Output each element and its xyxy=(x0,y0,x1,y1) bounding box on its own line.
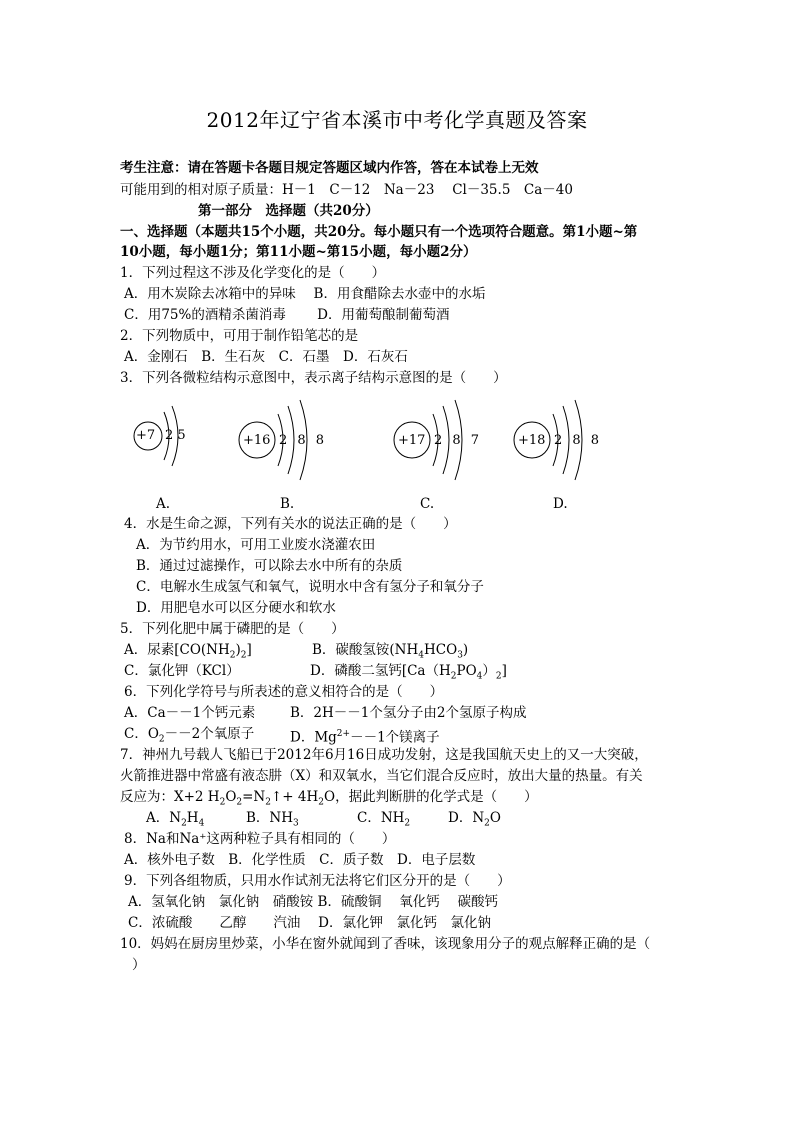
q5-option-c: C．氯化钾（KCl） xyxy=(124,663,240,679)
q6-option-b: B．2H－－1个氢分子由2个氢原子构成 xyxy=(290,705,527,721)
q7-option-a: A．$N_2H_4$ xyxy=(146,810,205,829)
atom-diagram-svg xyxy=(120,394,640,504)
q2-stem: 2．下列物质中，可用于制作铅笔芯的是 xyxy=(120,328,359,344)
q7-a-text: A．N xyxy=(146,810,182,826)
q3-option-d-letter: D. xyxy=(553,496,568,512)
q1-options-ab: A．用木炭除去冰箱中的异味 B．用食醋除去水壶中的水垢 xyxy=(124,286,486,302)
q10-line1: 10．妈妈在厨房里炒菜，小华在窗外就闻到了香味，该现象用分子的观点解释正确的是（ xyxy=(120,936,651,952)
q7-line3: 反应为：X+2 $H_2O_2=N_2↑+ 4H_2O$，据此判断肼的化学式是（ ） xyxy=(120,789,538,808)
q5-b-text: B．碳酸氢铵(NH xyxy=(312,642,419,658)
atom-c-shells: 2 8 7 xyxy=(434,433,483,448)
q3-option-a-letter: A. xyxy=(156,496,171,512)
q6-stem: 6．下列化学符号与所表述的意义相符合的是（ ） xyxy=(124,684,444,700)
q6-option-a: A．Ca－－1个钙元素 xyxy=(124,705,256,721)
q3-stem: 3．下列各微粒结构示意图中，表示离子结构示意图的是（ ） xyxy=(120,370,507,386)
q7-option-d: D．$N_2O$ xyxy=(448,810,501,829)
q5-d-paren: ） xyxy=(482,663,496,679)
q7-eq-d: ↑+ 4H xyxy=(270,789,319,805)
q5-a-text: A．尿素[CO(NH xyxy=(124,642,230,658)
q4-option-c: C．电解水生成氢气和氧气，说明水中含有氢分子和氧分子 xyxy=(136,579,484,595)
atom-b-shells: 2 8 8 xyxy=(279,433,328,448)
q7-eq-b: O xyxy=(225,789,237,805)
q5-option-d: D．磷酸二氢钙$[Ca(H_2PO_4)_2]$ xyxy=(310,663,507,682)
q7-eq-e: O，据此判断肼的化学式是（ ） xyxy=(324,789,538,805)
q5-d-bracket: ] xyxy=(501,663,507,679)
q7-option-b: B．$NH_3$ xyxy=(246,810,299,829)
atom-d-shells: 2 8 8 xyxy=(554,433,603,448)
q1-stem: 1．下列过程这不涉及化学变化的是（ ） xyxy=(120,265,386,281)
exam-notice: 考生注意：请在答题卡各题目规定答题区域内作答，答在本试卷上无效 xyxy=(120,160,539,176)
q7-line2: 火箭推进器中常盛有液态肼（X）和双氧水，当它们混合反应时，放出大量的热量。有关 xyxy=(120,768,643,784)
q4-option-b: B．通过过滤操作，可以除去水中所有的杂质 xyxy=(136,558,403,574)
q9-options-cd: C．浓硫酸 乙醇 汽油 D．氯化钾 氯化钙 氯化钠 xyxy=(128,915,491,931)
q3-option-b-letter: B. xyxy=(280,496,295,512)
q6-d-meaning: －－1个镁离子 xyxy=(350,729,440,746)
q10-line2: ） xyxy=(132,957,146,973)
q4-option-a: A．为节约用水，可用工业废水浇灌农田 xyxy=(136,537,376,553)
q7-d-o: O xyxy=(489,810,501,826)
q3-option-c-letter: C. xyxy=(420,496,435,512)
atom-a-shells: 2 5 xyxy=(165,428,186,443)
atom-b-nucleus: +16 xyxy=(243,433,271,448)
q6-c-meaning: －－2个氧原子 xyxy=(164,726,255,742)
q5-b-hco: HCO xyxy=(424,642,458,658)
atom-diagrams xyxy=(120,394,640,504)
q5-d-po: PO xyxy=(456,663,477,679)
q6-c-text: C．O xyxy=(124,726,159,742)
q8-options: A．核外电子数 B．化学性质 C．质子数 D．电子层数 xyxy=(124,852,476,868)
q5-option-b: B．碳酸氢铵$(NH_4HCO_3)$ xyxy=(312,642,469,661)
q1-options-cd: C．用75%的酒精杀菌消毒 D．用葡萄酿制葡萄酒 xyxy=(124,307,450,323)
q7-option-c: C．$NH_2$ xyxy=(357,810,411,829)
q9-stem: 9．下列各组物质，只用水作试剂无法将它们区分开的是（ ） xyxy=(124,873,511,889)
atom-a-nucleus: +7 xyxy=(136,428,156,443)
q8-stem: 8．Na和Na⁺这两种粒子具有相同的（ ） xyxy=(124,831,396,847)
atom-c-nucleus: +17 xyxy=(398,433,426,448)
q4-option-d: D．用肥皂水可以区分硬水和软水 xyxy=(136,600,336,616)
q7-eq-a: 反应为：X+2 H xyxy=(120,789,220,805)
q7-eq-c: =N xyxy=(242,789,266,805)
q7-d-text: D．N xyxy=(448,810,485,826)
q5-stem: 5．下列化肥中属于磷肥的是（ ） xyxy=(120,621,345,637)
section-heading-line2: 10小题，每小题1分；第11小题~第15小题，每小题2分） xyxy=(120,244,477,260)
q5-a-bracket: ] xyxy=(246,642,252,658)
q6-option-c: C．$O_2--2$个氧原子 xyxy=(124,726,255,745)
atomic-masses: 可能用到的相对原子质量：H－1 C－12 Na－23 Cl－35.5 Ca－40 xyxy=(120,182,573,198)
q7-c-text: C．NH xyxy=(357,810,405,826)
q5-b-paren: ) xyxy=(462,642,469,658)
q5-d-text: D．磷酸二氢钙[Ca（H xyxy=(310,663,451,679)
q9-options-ab: A．氢氧化钠 氯化钠 硝酸铵 B．硫酸铜 氧化钙 碳酸钙 xyxy=(128,894,499,910)
atom-d-nucleus: +18 xyxy=(518,433,546,448)
q5-option-a: A．尿素$[CO(NH_2)_2]$ xyxy=(124,642,252,661)
q7-b-text: B．NH xyxy=(246,810,294,826)
q5-a-paren: ) xyxy=(235,642,241,658)
q7-line1: 7．神州九号载人飞船已于2012年6月16日成功发射，这是我国航天史上的又一大突破， xyxy=(120,747,648,763)
section-heading-line1: 一、选择题（本题共15个小题，共20分。每小题只有一个选项符合题意。第1小题~第 xyxy=(120,224,638,240)
page-title: 2012年辽宁省本溪市中考化学真题及答案 xyxy=(206,108,588,132)
q4-stem: 4．水是生命之源，下列有关水的说法正确的是（ ） xyxy=(124,516,457,532)
part-heading: 第一部分 选择题（共20分） xyxy=(198,203,379,219)
q6-d-text: D．Mg xyxy=(290,729,337,746)
q2-options: A．金刚石 B．生石灰 C．石墨 D．石灰石 xyxy=(124,349,408,365)
q6-option-d: D．$Mg^{2+}--1$个镁离子 xyxy=(290,729,440,746)
